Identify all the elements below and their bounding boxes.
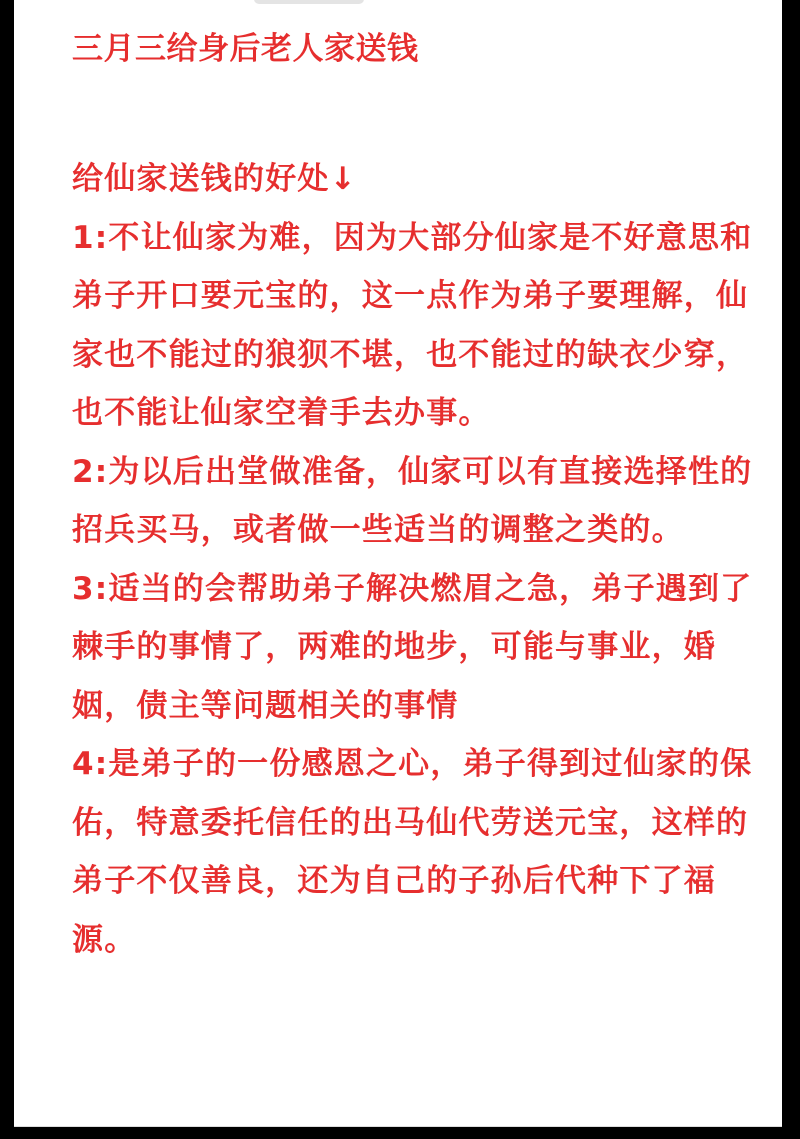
page-bottom-edge — [14, 1126, 782, 1127]
benefit-point-3: 3:适当的会帮助弟子解决燃眉之急，弟子遇到了棘手的事情了，两难的地步，可能与事业，婚姻，债主等问题相关的事情 — [72, 570, 753, 724]
document-body — [72, 150, 754, 969]
top-scroll-handle — [254, 0, 364, 4]
document-title: 三月三给身后老人家送钱 — [72, 31, 419, 67]
benefit-point-2: 2:为以后出堂做准备，仙家可以有直接选择性的招兵买马，或者做一些适当的调整之类的。 — [72, 453, 753, 548]
document-page — [14, 0, 782, 1127]
benefits-heading: 给仙家送钱的好处↓ — [72, 161, 357, 197]
benefit-point-4: 4:是弟子的一份感恩之心，弟子得到过仙家的保佑，特意委托信任的出马仙代劳送元宝，这样的弟子不仅善良，还为自己的子孙后代种下了福源。 — [72, 746, 753, 958]
benefit-point-1: 1:不让仙家为难，因为大部分仙家是不好意思和弟子开口要元宝的，这一点作为弟子要理解，仙家也不能过的狼狈不堪，也不能过的缺衣少穿，也不能让仙家空着手去办事。 — [72, 219, 753, 431]
